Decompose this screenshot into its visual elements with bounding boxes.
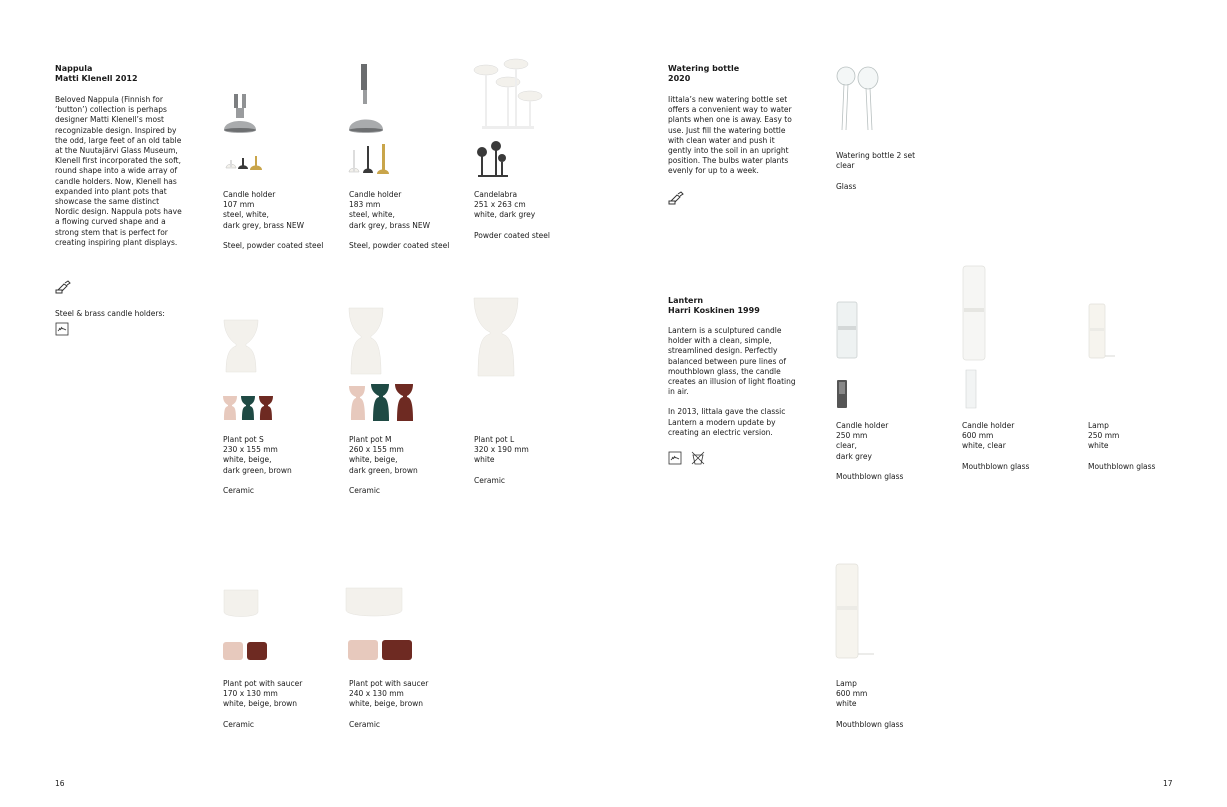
product-caption-candle-holder-183: Candle holder 183 mm steel, white, dark grey, brass NEW Steel, powder coated steel <box>349 190 450 250</box>
no-dishwasher-icon <box>691 451 705 465</box>
product-caption-candelabra: Candelabra 251 x 263 cm white, dark grey Powder coated steel <box>474 190 550 240</box>
product-image-plant-pot-m <box>347 306 417 424</box>
product-caption-candle-holder-107: Candle holder 107 mm steel, white, dark grey, brass NEW Steel, powder coated steel <box>223 190 324 250</box>
product-image-candle-holder-183 <box>347 64 417 182</box>
hand-wash-icon <box>668 191 682 205</box>
steel-note: Steel & brass candle holders: <box>55 309 165 318</box>
product-caption-lantern-candle-holder-600: Candle holder 600 mm white, clear Mouthblown glass <box>962 421 1030 471</box>
hand-wash-icon <box>668 451 682 465</box>
product-caption-lamp-600: Lamp 600 mm white Mouthblown glass <box>836 679 904 729</box>
product-caption-lamp-250: Lamp 250 mm white Mouthblown glass <box>1088 421 1156 471</box>
product-caption-plant-pot-saucer-170: Plant pot with saucer 170 x 130 mm white, beige, brown Ceramic <box>223 679 303 729</box>
product-caption-plant-pot-saucer-240: Plant pot with saucer 240 x 130 mm white, beige, brown Ceramic <box>349 679 429 729</box>
product-image-watering-bottle <box>834 64 886 134</box>
page-number-left: 16 <box>55 779 65 788</box>
product-image-candle-holder-107 <box>222 90 292 182</box>
product-caption-plant-pot-m: Plant pot M 260 x 155 mm white, beige, dark green, brown Ceramic <box>349 435 418 495</box>
product-image-plant-pot-l <box>472 296 522 378</box>
watering-icon <box>55 280 69 294</box>
product-image-lamp-600 <box>834 562 878 660</box>
lantern-title: Lantern Harri Koskinen 1999 <box>668 296 760 315</box>
watering-description: Iittala’s new watering bottle set offers a convenient way to water plants when one is away. Easy to use. Just fill the watering bottle with clean water and push it gently into the soil in an upright position. The bulbs water plants evenly for up to a week. <box>668 95 792 176</box>
hand-wash-icon <box>55 322 69 336</box>
product-image-lantern-candle-holder-600 <box>960 264 990 412</box>
nappula-title: Nappula Matti Klenell 2012 <box>55 64 138 83</box>
nappula-description: Beloved Nappula (Finnish for ‘button’) collection is perhaps designer Matti Klenell’s most recognizable design. Inspired by the odd, large feet of an old table at the Nuutajärvi Glass Museum, Klenell first incorporated the soft, round shape into a wide array of candle holders. Now, Klenell has expanded into plant pots that showcase the same distinct Nordic design. Nappula pots have a flowing curved shape and a strong stem that is perfect for creating inspiring plant displays. <box>55 95 182 247</box>
product-image-lantern-candle-holder-250 <box>834 300 864 412</box>
product-caption-plant-pot-s: Plant pot S 230 x 155 mm white, beige, dark green, brown Ceramic <box>223 435 292 495</box>
watering-title: Watering bottle 2020 <box>668 64 740 83</box>
product-caption-lantern-candle-holder-250: Candle holder 250 mm clear, dark grey Mouthblown glass <box>836 421 904 481</box>
product-image-plant-pot-saucer-240 <box>344 586 416 662</box>
product-image-lamp-250 <box>1086 302 1118 362</box>
product-image-candelabra <box>472 56 544 182</box>
product-caption-watering-bottle: Watering bottle 2 set clear Glass <box>836 151 916 191</box>
product-image-plant-pot-s <box>222 318 292 424</box>
product-caption-plant-pot-l: Plant pot L 320 x 190 mm white Ceramic <box>474 435 529 485</box>
product-image-plant-pot-saucer-170 <box>222 588 282 662</box>
page-number-right: 17 <box>1163 779 1173 788</box>
lantern-description: Lantern is a sculptured candle holder with a clean, simple, streamlined design. Perfectly balanced between pure lines of mouthblown glass, the candle creates an illusion of light floating in air. In 2013, Iittala gave the classic Lantern a modern update by creating an electric version. <box>668 326 796 437</box>
